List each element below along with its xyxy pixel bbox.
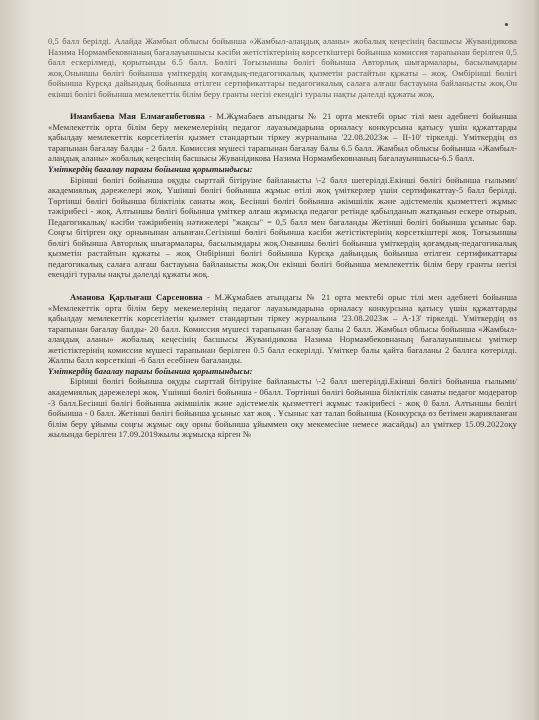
- candidate-1-paragraph: [48, 111, 517, 164]
- document-body: [48, 36, 517, 440]
- candidate-2-paragraph: [48, 292, 517, 366]
- candidate-2-name: Аманова Қарлығаш Сарсеновна: [70, 292, 203, 303]
- candidate-1-analysis: Бірінші бөлігі бойынша оқуды сырттай бітіруіне байланысты \-2 балл шегерілді.Екінші бөлігі бойынша ғылыми/академиялық дәрежелері жоқ. Үшінші бөлігі бойынша жұмыс өтілі жоқ үміткерлер үшін сертификаттау-5 балл берілді. Төртінші бөлігі бойынша біліктілік санаты жоқ. Бесінші бөлігі бойынша әкімшілік және әдістемелік қызметтегі жұмыс тәжірибесі - жоқ. Алтыншы бөлігі бойынша үміткер алғаш жұмысқа педагог ретінде қабылданып жатқанын ескере отырып. Педагогикалық/ кәсіби тәжірибенің нәтижелері "жақсы" = 0,5 балл мен бағаланды Жетінші бөлігі бойынша ұсыныс бар. Соңғы бітірген оқу орнынынан алынған.Сегізінші бөлігі бойынша кәсіби жетістіктерінің көрсеткіштері жоқ. Тоғызыншы бөлігі бойынша Авторлық шығармалары, басылымдары жоқ.Оныншы бөлігі бойынша үміткердің қоғамдық-педагогикалық қызметін растайтын құжаты – жоқ Онбірінші бөлігі бойынша Курсқа дайындық бойынша өтілген сертификаттары педагогикалық салаға алғаш бастауына байланысты жоқ.Он екінші бөлігі бойынша мемлекеттік білім беру гранты негізі екендігі туралы нақты дәлелді құжаты жоқ.: [48, 174, 517, 280]
- paragraph-continuation: 0,5 балл берілді. Алайда Жамбыл облысы бойынша «Жамбыл-алаңдық аланы» жобалық кеңесінің басшысы Жуванідикова Назима Нормамбековнаның бағалауыншысы кәсіби жетістіктерінің көрсеткіштері бойынша комиссия тарапынан берілген 0,5 балл ескерілмеді, қорытынды 6.5 балл. Бөлігі Тоғызыншы бөлігі бойынша Авторлық шығармалары, басылымдары жоқ.Оныншы бөлігі бойынша үміткердің когамдық-педагогикалық қызметін растайтын құжаты – жоқ. Омбірінші бөлігі бойынша Курсқа дайындық бойынша өтілген сертификаттары педагогикалық салаға алғаш бастауына байланысты жоқ.Он екінші бөлігі бойынша мемлекеттік білім беру гранты негізі екендігі туралы нақты дәлелді құжаты жоқ.: [48, 36, 517, 99]
- page-fold-shadow: [533, 0, 539, 720]
- candidate-2-intro: - М.Жұмабаев атындағы № 21 орта мектебі орыс тілі мен әдебиеті бойынша «Мемлекеттік орта білім беру мекемелерінің педагог лауазымдарына орналасу конкурсына қатысу үшін құжаттарды қабылдау мемлекеттік көрсетілетін қызмет стандартын тіркеу журналына '23.08.2023ж – A-13' тіркелді. Үміткердің өз тарапынан бағалау балды- 20 балл. Комиссия мүшесі тарапынан бағалау балы 2 балл. Жамбыл облысы бойынша «Жамбыл-алаңдық аланы» жобалық кеңесінің басшысы Жуванідикова Назима Нормамбековнаның бағалауыншысы үміткер жетістіктерінің комиссия мүшесі тарапынан берілген 0.5 балл ескерілді. Үміткер балы қайта бағаланы 2 баллға көтерілді. Жалпы балл көрсеткіші -6 балл есебінен бағаланды.: [48, 292, 518, 366]
- candidate-2-analysis: Бірінші бөлігі бойынша оқуды сырттай бітіруіне байланысты \-2 балл шегерілді.Екінші бөлігі бойынша ғылыми/академиялық дәрежелері жоқ. Үшінші бөлігі бойынша - 0балл. Төртінші бөлігі бойынша біліктілік санаты педагог модератор -3 балл.Бесінші бөлігі бойынша әкімшілік және әдістемелік қызметтегі жұмыс тәжірибесі - жоқ 0 балл. Алтыншы бөлігі бойынша - 0 балл. Жетінші бөлігі бойынша ұсыныс хат жоқ . Ұсыныс хат талап бойынша (Конкурсқа өз бетімен жарияланған білім беру ұйымы соңғы жұмыс оқу орны бойынша ұйыммен оқу мекемесіне немесе жасайды) ал үміткер 15.09.2022оқу жылында берілген 17.09.2019жылы жұмысқа кірген №: [48, 376, 517, 440]
- candidate-1-subheading: Үміткердің бағалау парағы бойынша қорытындысы:: [48, 164, 253, 175]
- candidate-1-intro: - М.Жұмабаев атындағы № 21 орта мектебі орыс тілі мен әдебиеті бойынша «Мемлекеттік орта білім беру мекемелерінің педагог лауазымдарына орналасу конкурсына қатысу үшін құжаттарды қабылдау мемлекеттік көрсетілетін қызмет стандартын тіркеу журналына '22.08.2023ж – II-10' тіркелді. Үміткердің өз тарапынан бағалау балды - 2 балл. Комиссия мүшесі тарапынан бағалау балы 6.5 балл. Жамбыл облысы бойынша «Жамбыл-алаңдық аланы» жобалық кеңесінің басшысы Жуванідикова Назима Нормамбековнаның бағалауыншысы-6.5 балл.: [48, 111, 517, 164]
- ink-mark: [505, 23, 508, 26]
- candidate-2-subheading: Үміткердің бағалау парағы бойынша қорытындысы:: [48, 365, 253, 376]
- candidate-1-name: Имамбаева Мая Елмағанбетовна: [70, 111, 205, 122]
